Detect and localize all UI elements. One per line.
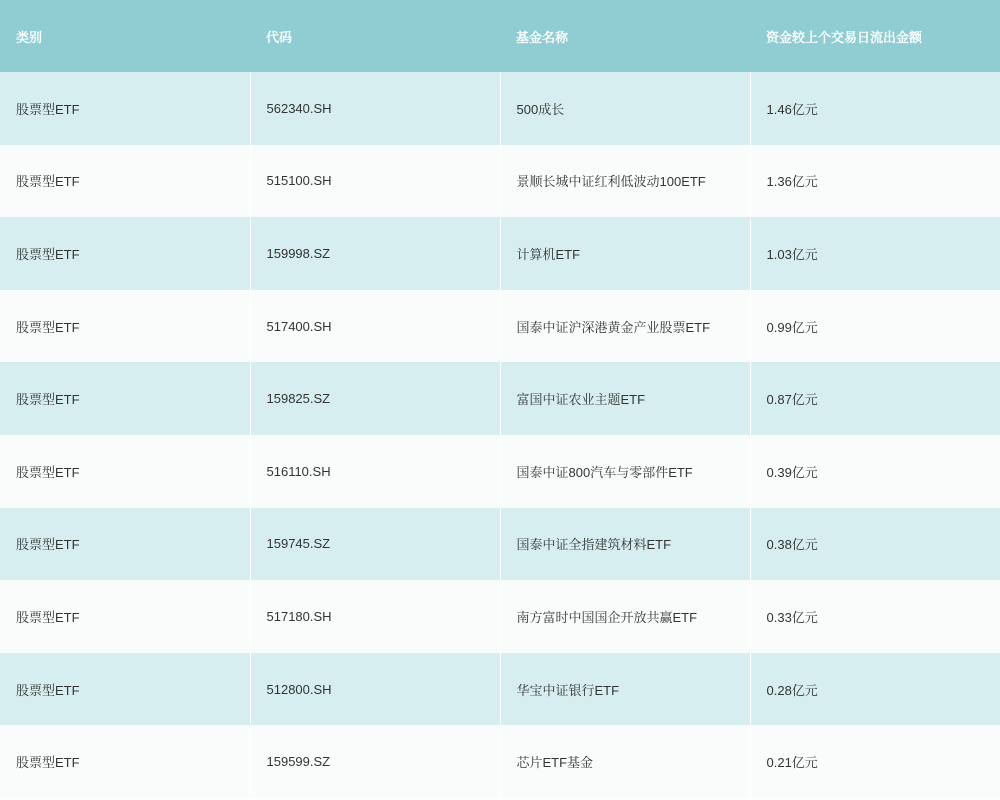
table-header [0, 0, 1000, 72]
cell-code: 515100.SH [250, 145, 500, 218]
cell-code: 562340.SH [250, 72, 500, 145]
cell-outflow: 0.33亿元 [750, 580, 1000, 653]
cell-category: 股票型ETF [0, 435, 250, 508]
cell-category: 股票型ETF [0, 362, 250, 435]
cell-code: 517400.SH [250, 290, 500, 363]
cell-name: 国泰中证沪深港黄金产业股票ETF [500, 290, 750, 363]
table-row [0, 725, 1000, 798]
cell-outflow: 0.28亿元 [750, 653, 1000, 726]
table-row [0, 653, 1000, 726]
cell-code: 159599.SZ [250, 725, 500, 798]
cell-name: 景顺长城中证红利低波动100ETF [500, 145, 750, 218]
table-body [0, 72, 1000, 798]
cell-name: 500成长 [500, 72, 750, 145]
table-row [0, 145, 1000, 218]
cell-outflow: 1.36亿元 [750, 145, 1000, 218]
table-row [0, 72, 1000, 145]
cell-name: 富国中证农业主题ETF [500, 362, 750, 435]
table-header-row [0, 0, 1000, 72]
cell-name: 国泰中证800汽车与零部件ETF [500, 435, 750, 508]
table-row [0, 580, 1000, 653]
cell-category: 股票型ETF [0, 290, 250, 363]
cell-code: 159998.SZ [250, 217, 500, 290]
cell-category: 股票型ETF [0, 217, 250, 290]
cell-code: 516110.SH [250, 435, 500, 508]
table-row [0, 290, 1000, 363]
cell-outflow: 0.39亿元 [750, 435, 1000, 508]
cell-outflow: 0.21亿元 [750, 725, 1000, 798]
cell-outflow: 0.99亿元 [750, 290, 1000, 363]
table-row [0, 362, 1000, 435]
cell-name: 南方富时中国国企开放共赢ETF [500, 580, 750, 653]
cell-code: 159745.SZ [250, 508, 500, 581]
cell-category: 股票型ETF [0, 725, 250, 798]
column-header-outflow: 资金较上个交易日流出金额 [750, 0, 1000, 72]
cell-name: 国泰中证全指建筑材料ETF [500, 508, 750, 581]
cell-code: 512800.SH [250, 653, 500, 726]
column-header-category: 类别 [0, 0, 250, 72]
table-row [0, 508, 1000, 581]
cell-category: 股票型ETF [0, 508, 250, 581]
cell-name: 华宝中证银行ETF [500, 653, 750, 726]
column-header-code: 代码 [250, 0, 500, 72]
cell-outflow: 0.38亿元 [750, 508, 1000, 581]
cell-outflow: 1.03亿元 [750, 217, 1000, 290]
cell-code: 159825.SZ [250, 362, 500, 435]
table-row [0, 435, 1000, 508]
cell-outflow: 0.87亿元 [750, 362, 1000, 435]
cell-code: 517180.SH [250, 580, 500, 653]
cell-category: 股票型ETF [0, 653, 250, 726]
table-row [0, 217, 1000, 290]
column-header-name: 基金名称 [500, 0, 750, 72]
cell-category: 股票型ETF [0, 72, 250, 145]
cell-name: 计算机ETF [500, 217, 750, 290]
cell-category: 股票型ETF [0, 580, 250, 653]
cell-outflow: 1.46亿元 [750, 72, 1000, 145]
cell-name: 芯片ETF基金 [500, 725, 750, 798]
cell-category: 股票型ETF [0, 145, 250, 218]
